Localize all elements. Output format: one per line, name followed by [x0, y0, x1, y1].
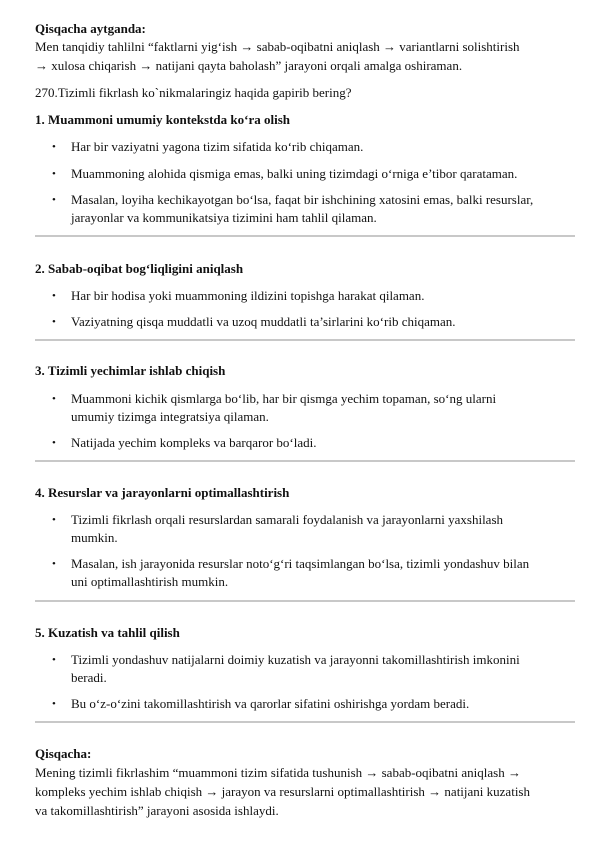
summary-line: kompleks yechim ishlab chiqish → jarayon va resurslarni optimallashtirish → natijani kuzatish — [35, 784, 530, 799]
section-divider — [35, 460, 575, 462]
list-item-continued: uni optimallashtirish mumkin. — [71, 574, 229, 589]
bullet-icon: • — [52, 290, 56, 302]
list-item: Natijada yechim kompleks va barqaror bo‘ladi. — [71, 435, 317, 450]
list-item: Masalan, loyiha kechikayotgan bo‘lsa, faqat bir ishchining xatosini emas, balki resurslar, — [71, 192, 534, 207]
list-item: Muammoni kichik qismlarga bo‘lib, har bir qismga yechim topaman, so‘ng ularni — [71, 391, 497, 406]
section-title: 2. Sabab-oqibat bog‘liqligini aniqlash — [35, 261, 244, 276]
bullet-icon: • — [52, 141, 56, 153]
list-item: Har bir vaziyatni yagona tizim sifatida ko‘rib chiqaman. — [71, 139, 364, 154]
bullet-icon: • — [52, 316, 56, 328]
intro-heading: Qisqacha aytganda: — [35, 21, 146, 36]
bullet-icon: • — [52, 437, 56, 449]
section-divider — [35, 339, 575, 341]
bullet-icon: • — [52, 168, 56, 180]
list-item-continued: beradi. — [71, 670, 107, 685]
summary-line: Mening tizimli fikrlashim “muammoni tizim sifatida tushunish → sabab-oqibatni aniqlash → — [35, 765, 521, 780]
bullet-icon: • — [52, 558, 56, 570]
section-title: 3. Tizimli yechimlar ishlab chiqish — [35, 363, 226, 378]
bullet-icon: • — [52, 654, 56, 666]
section-title: 4. Resurslar va jarayonlarni optimallashtirish — [35, 485, 290, 500]
section-title: 5. Kuzatish va tahlil qilish — [35, 625, 180, 640]
list-item: Tizimli fikrlash orqali resurslardan samarali foydalanish va jarayonlarni yaxshilash — [71, 512, 504, 527]
summary-heading: Qisqacha: — [35, 746, 92, 761]
summary-line: va takomillashtirish” jarayoni asosida ishlaydi. — [35, 803, 279, 818]
intro-line: Men tanqidiy tahlilni “faktlarni yig‘ish → sabab-oqibatni aniqlash → variantlarni solishtirish — [35, 39, 520, 54]
intro-line: → xulosa chiqarish → natijani qayta baholash” jarayoni orqali amalga oshiraman. — [35, 58, 463, 73]
section-divider — [35, 235, 575, 237]
section-divider — [35, 600, 575, 602]
section-divider — [35, 721, 575, 723]
bullet-icon: • — [52, 698, 56, 710]
list-item-continued: jarayonlar va kommunikatsiya tizimini ham tahlil qilaman. — [71, 210, 377, 225]
list-item: Har bir hodisa yoki muammoning ildizini topishga harakat qilaman. — [71, 288, 425, 303]
list-item: Masalan, ish jarayonida resurslar noto‘g‘ri taqsimlangan bo‘lsa, tizimli yondashuv bilan — [71, 556, 530, 571]
list-item: Muammoning alohida qismiga emas, balki uning tizimdagi o‘rniga e’tibor qarataman. — [71, 166, 518, 181]
list-item: Tizimli yondashuv natijalarni doimiy kuzatish va jarayonni takomillashtirish imkonini — [71, 652, 520, 667]
list-item: Vaziyatning qisqa muddatli va uzoq muddatli ta’sirlarini ko‘rib chiqaman. — [71, 314, 456, 329]
list-item-continued: umumiy tizimga integratsiya qilaman. — [71, 409, 269, 424]
list-item-continued: mumkin. — [71, 530, 118, 545]
bullet-icon: • — [52, 514, 56, 526]
bullet-icon: • — [52, 194, 56, 206]
list-item: Bu o‘z-o‘zini takomillashtirish va qarorlar sifatini oshirishga yordam beradi. — [71, 696, 470, 711]
section-title: 1. Muammoni umumiy kontekstda ko‘ra olish — [35, 112, 290, 127]
question-text: 270.Tizimli fikrlash ko`nikmalaringiz haqida gapirib bering? — [35, 85, 352, 100]
bullet-icon: • — [52, 393, 56, 405]
